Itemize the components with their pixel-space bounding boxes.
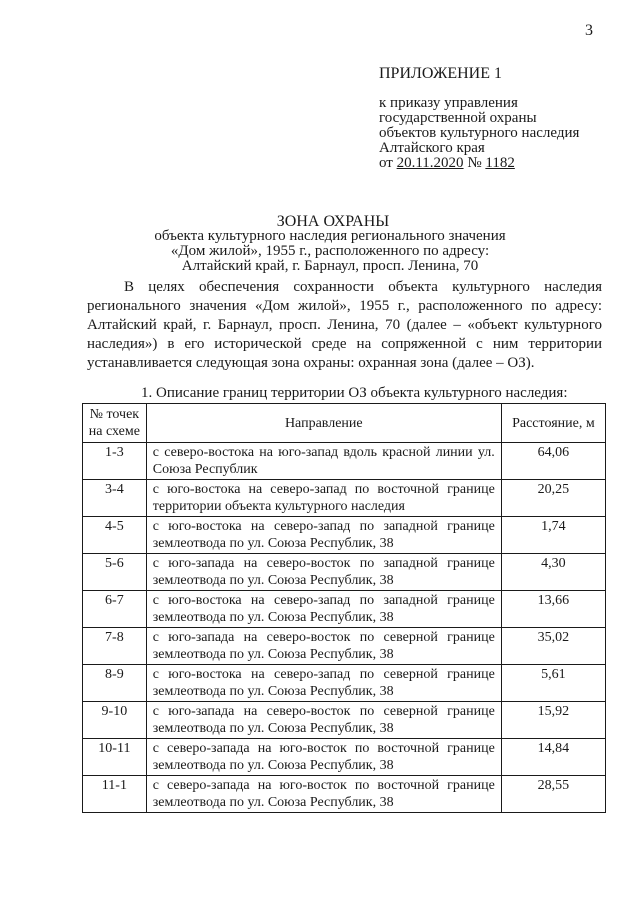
order-date: 20.11.2020 — [396, 155, 464, 171]
header-direction: Направление — [146, 404, 501, 443]
row-direction: с юго-востока на северо-запад по западной границе землеотвода по ул. Союза Республик, 38 — [146, 591, 501, 628]
appendix-line: государственной охраны — [379, 110, 537, 126]
table-header-row — [83, 404, 606, 443]
row-points: 9-10 — [83, 702, 147, 739]
table-row — [83, 443, 606, 480]
intro-paragraph — [87, 278, 602, 373]
appendix-line: к приказу управления — [379, 95, 518, 111]
row-points: 4-5 — [83, 517, 147, 554]
row-points: 6-7 — [83, 591, 147, 628]
row-distance: 15,92 — [501, 702, 605, 739]
row-distance: 1,74 — [501, 517, 605, 554]
row-direction: с юго-востока на северо-запад по восточной границе территории объекта культурного наследия — [146, 480, 501, 517]
header-points: № точек на схеме — [83, 404, 147, 443]
zone-heading-line: объекта культурного наследия регионального значения — [154, 228, 506, 244]
row-direction: с северо-запада на юго-восток по восточной границе землеотвода по ул. Союза Республик, 38 — [146, 776, 501, 813]
zone-heading — [0, 214, 640, 274]
appendix-line: Алтайского края — [379, 140, 485, 156]
zone-title: ЗОНА ОХРАНЫ — [276, 213, 390, 230]
table-row — [83, 517, 606, 554]
order-number: 1182 — [485, 155, 515, 171]
table-row — [83, 776, 606, 813]
row-direction: с юго-запада на северо-восток по западной границе землеотвода по ул. Союза Республик, 38 — [146, 554, 501, 591]
row-points: 8-9 — [83, 665, 147, 702]
table-row — [83, 591, 606, 628]
row-direction: с северо-востока на юго-запад вдоль красной линии ул. Союза Республик — [146, 443, 501, 480]
row-distance: 64,06 — [501, 443, 605, 480]
table-row — [83, 628, 606, 665]
row-distance: 20,25 — [501, 480, 605, 517]
row-direction: с юго-востока на северо-запад по северной границе землеотвода по ул. Союза Республик, 38 — [146, 665, 501, 702]
header-distance: Расстояние, м — [501, 404, 605, 443]
table-row — [83, 480, 606, 517]
boundary-table — [82, 403, 606, 813]
table-row — [83, 554, 606, 591]
row-distance: 5,61 — [501, 665, 605, 702]
row-distance: 35,02 — [501, 628, 605, 665]
table-caption: 1. Описание границ территории ОЗ объекта культурного наследия: — [141, 385, 568, 401]
row-direction: с северо-запада на юго-восток по восточной границе землеотвода по ул. Союза Республик, 38 — [146, 739, 501, 776]
number-sign: № — [463, 155, 486, 171]
row-direction: с юго-запада на северо-восток по северной границе землеотвода по ул. Союза Республик, 38 — [146, 628, 501, 665]
row-distance: 4,30 — [501, 554, 605, 591]
row-points: 1-3 — [83, 443, 147, 480]
row-distance: 13,66 — [501, 591, 605, 628]
appendix-title: ПРИЛОЖЕНИЕ 1 — [379, 65, 503, 82]
appendix-date-line — [379, 156, 579, 171]
intro-text: В целях обеспечения сохранности объекта культурного наследия регионального значения «Дом жилой», 1955 г., расположенного по адресу: Алтайский край, г. Барнаул, просп. Ленина, 70 (далее – «объект культурного наследия») в его исторической среде на сопряженной с ним территории устанавливается следующая зона охраны: охранная зона (далее – ОЗ). — [87, 279, 602, 371]
table-row — [83, 702, 606, 739]
row-points: 10-11 — [83, 739, 147, 776]
table-row — [83, 665, 606, 702]
row-distance: 14,84 — [501, 739, 605, 776]
row-points: 5-6 — [83, 554, 147, 591]
zone-heading-line: Алтайский край, г. Барнаул, просп. Ленина, 70 — [181, 258, 479, 274]
row-direction: с юго-востока на северо-запад по западной границе землеотвода по ул. Союза Республик, 38 — [146, 517, 501, 554]
row-distance: 28,55 — [501, 776, 605, 813]
table-row — [83, 739, 606, 776]
date-prefix: от — [379, 155, 397, 171]
appendix-block — [379, 66, 579, 171]
row-points: 7-8 — [83, 628, 147, 665]
row-points: 3-4 — [83, 480, 147, 517]
page-number: 3 — [585, 22, 593, 39]
zone-heading-line: «Дом жилой», 1955 г., расположенного по адресу: — [170, 243, 490, 259]
appendix-line: объектов культурного наследия — [379, 125, 580, 141]
row-points: 11-1 — [83, 776, 147, 813]
row-direction: с юго-запада на северо-восток по северной границе землеотвода по ул. Союза Республик, 38 — [146, 702, 501, 739]
